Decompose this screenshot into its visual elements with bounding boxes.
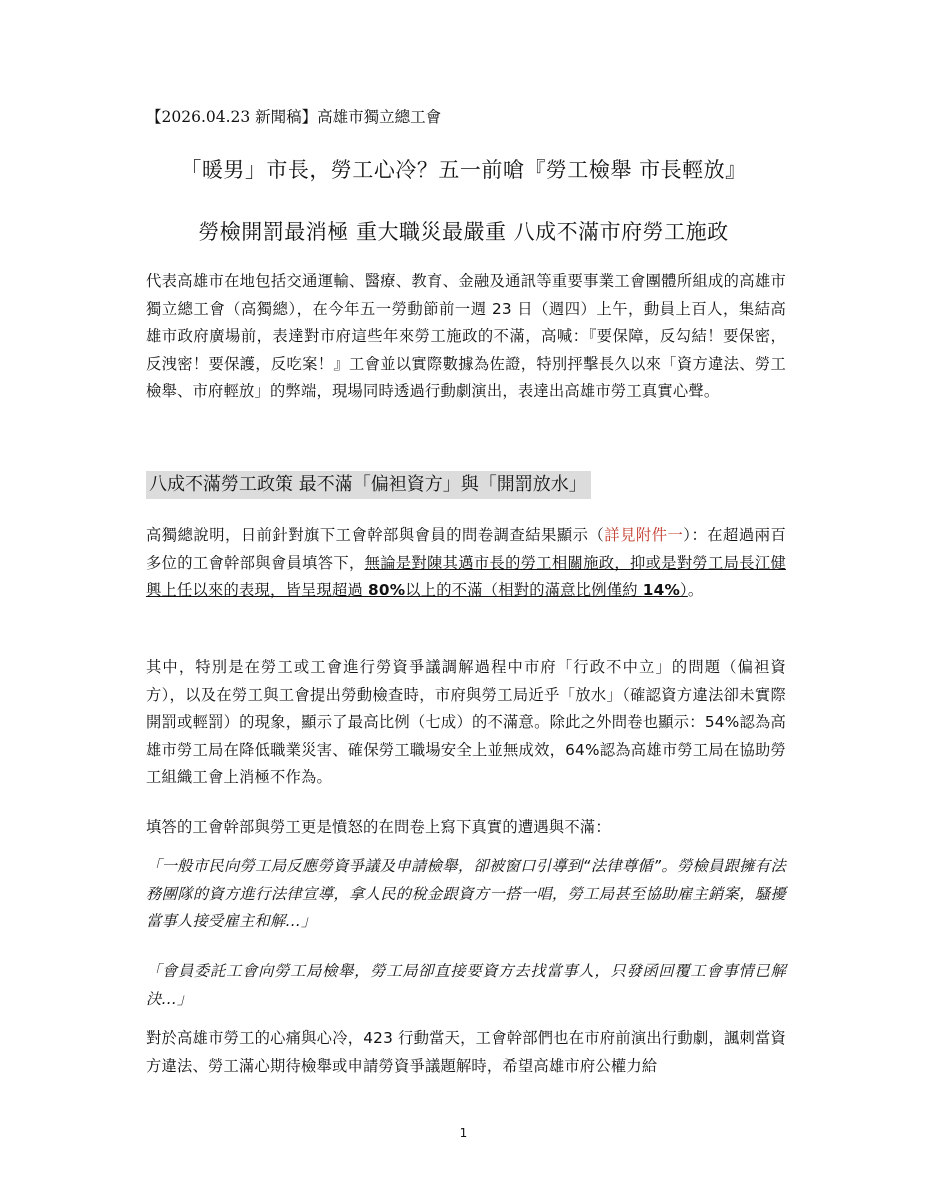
findings-paragraph: 其中，特別是在勞工或工會進行勞資爭議調解過程中市府「行政不中立」的問題（偏袒資方），以及在勞工與工會提出勞動檢查時，市府與勞工局近乎「放水」（確認資方違法卻未實際開罰或輕罰）的現象，顯示了最高比例（七成）的不滿意。除此之外問卷也顯示：54%認為高雄市勞工局在降低職業災害、確保勞工職場安全上並無成效，64%認為高雄市勞工局在協助勞工組織工會上消極不作為。	[146, 658, 786, 787]
subtitle: 勞檢開罰最消極 重大職災最嚴重 八成不滿市府勞工施政	[198, 220, 729, 244]
survey-underline-part-b: 以上的不滿（相對的滿意比例僅約	[405, 581, 643, 600]
survey-tail-text: 。	[687, 581, 704, 600]
main-title: 「暖男」市長，勞工心冷？五一前嗆『勞工檢舉 市長輕放』	[180, 158, 747, 182]
survey-underline-part-a: 無論是對陳其邁市長的勞工相關施政，抑或是對勞工局長江健興上任以來的表現，皆呈現超過	[146, 553, 786, 600]
attachment-reference: 詳見附件一	[604, 526, 684, 544]
survey-lead-text: 高獨總說明，日前針對旗下工會幹部與會員的問卷調查結果顯示（	[146, 526, 605, 544]
survey-paragraph	[146, 522, 786, 605]
section-heading: 八成不滿勞工政策 最不滿「偏袒資方」與「開罰放水」	[146, 471, 591, 499]
action-drama-paragraph: 對於高雄市勞工的心痛與心冷，423 行動當天，工會幹部們也在市府前演出行動劇，諷刺當資方違法、勞工滿心期待檢舉或申請勞資爭議題解時，希望高雄市府公權力給	[146, 1029, 786, 1075]
survey-underline-part-c: ）	[680, 581, 688, 600]
respondents-intro-paragraph: 填答的工會幹部與勞工更是憤怒的在問卷上寫下真實的遭遇與不滿：	[146, 818, 611, 836]
survey-mid-text: ）：在超過兩百多位的工會幹部與會員填答下，	[146, 526, 786, 572]
respondent-quote-1: 「一般市民向勞工局反應勞資爭議及申請檢舉，卻被窗口引導到“法律尊偱”。勞檢員跟擁有法務團隊的資方進行法律宣導，拿人民的稅金跟資方一搭一唱，勞工局甚至協助雇主銷案，騷擾當事人接受雇主和解…」	[146, 857, 786, 931]
respondent-quote-2: 「會員委託工會向勞工局檢舉，勞工局卻直接要資方去找當事人，只發函回覆工會事情已解決…」	[146, 962, 786, 1008]
dissatisfaction-percentage: 80%	[368, 581, 406, 600]
satisfaction-percentage: 14%	[642, 581, 680, 600]
intro-paragraph: 代表高雄市在地包括交通運輸、醫療、教育、金融及通訊等重要事業工會團體所組成的高雄市獨立總工會（高獨總），在今年五一勞動節前一週 23 日（週四）上午，動員上百人，集結高雄市政府廣場前，表達對市府這些年來勞工施政的不滿，高喊：『要保障，反勾結！要保密，反洩密！要保護，反吃案！』工會並以實際數據為佐證，特別抨擊長久以來「資方違法、勞工檢舉、市府輕放」的弊端，現場同時透過行動劇演出，表達出高雄市勞工真實心聲。	[146, 272, 786, 401]
page-number: 1	[459, 1126, 468, 1140]
press-release-dateline: 【2026.04.23 新聞稿】高雄市獨立總工會	[146, 108, 442, 126]
